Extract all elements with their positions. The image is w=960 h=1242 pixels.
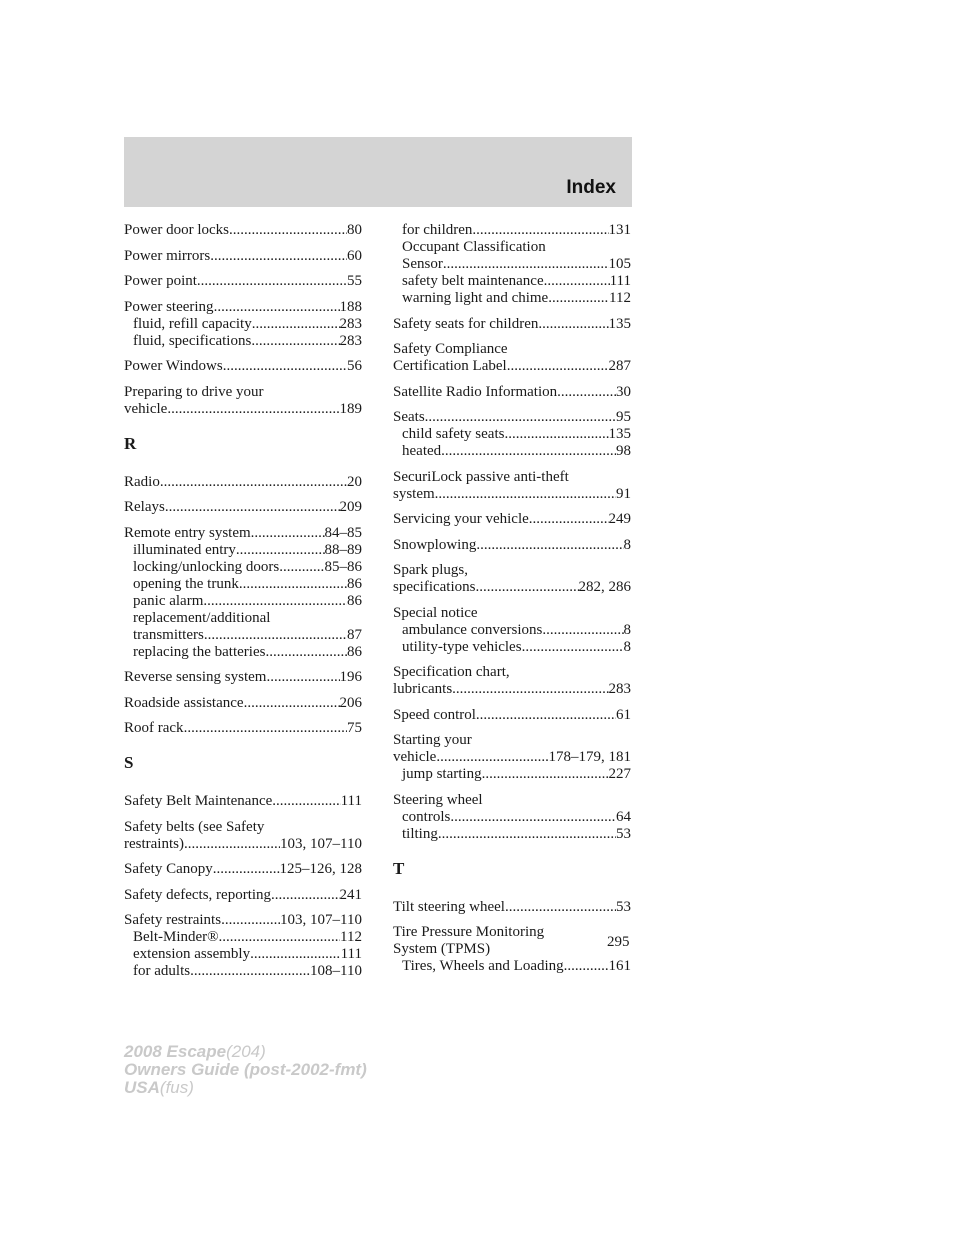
dot-leader	[279, 559, 324, 576]
index-term: Tires, Wheels and Loading	[402, 958, 564, 974]
dot-leader	[251, 333, 339, 350]
index-entry	[124, 819, 362, 853]
index-term: Servicing your vehicle	[393, 511, 529, 527]
index-subentry-line	[393, 239, 631, 256]
index-letter-heading: T	[393, 858, 405, 878]
index-term: transmitters	[133, 626, 204, 643]
index-term: Steering wheel	[393, 791, 483, 808]
index-entry	[393, 384, 631, 401]
index-entry-line	[124, 912, 362, 929]
index-term: fluid, refill capacity	[133, 315, 252, 332]
index-term: locking/unlocking doors	[133, 558, 280, 575]
index-term: replacement/additional	[133, 609, 271, 626]
index-entry-line	[393, 707, 631, 724]
dot-leader	[250, 946, 341, 963]
index-page-ref: 80	[347, 222, 362, 238]
dot-leader	[425, 409, 616, 426]
index-entry-line	[393, 579, 631, 596]
index-entry-line	[124, 401, 362, 418]
index-subentry-line	[393, 256, 631, 273]
index-entry-line	[393, 899, 631, 916]
index-entry	[124, 222, 362, 239]
dot-leader	[244, 695, 340, 712]
index-entry-line	[124, 384, 362, 401]
dot-leader	[197, 273, 347, 290]
dot-leader	[160, 474, 347, 491]
index-entry-line	[393, 792, 631, 809]
index-subentry-line	[393, 443, 631, 460]
index-entry-line	[393, 358, 631, 375]
index-entry	[393, 316, 631, 333]
index-page-ref: 91	[616, 485, 631, 502]
dot-leader	[557, 384, 616, 401]
index-term: Tilt steering wheel	[393, 898, 505, 915]
index-entry-line	[393, 924, 631, 941]
index-term: Safety Compliance	[393, 341, 508, 357]
index-subentry-line	[393, 290, 631, 307]
index-entry	[124, 861, 362, 878]
dot-leader	[472, 222, 608, 239]
index-entry	[393, 409, 631, 460]
index-entry	[393, 899, 631, 916]
index-page-ref: 283	[339, 332, 362, 349]
index-term: replacing the batteries	[133, 643, 266, 660]
index-entry	[393, 664, 631, 698]
index-page-ref: 61	[616, 706, 631, 723]
index-term: vehicle	[393, 749, 437, 765]
index-page-ref: 241	[339, 886, 362, 903]
index-term: for children	[402, 222, 473, 238]
dot-leader	[529, 511, 609, 528]
index-term: system	[393, 485, 435, 502]
index-entry	[124, 474, 362, 491]
index-term: Starting your	[393, 732, 472, 748]
index-page-ref: 55	[347, 273, 362, 289]
index-subentry-line	[393, 809, 631, 826]
index-term: warning light and chime	[402, 290, 549, 306]
dot-leader	[190, 963, 310, 980]
index-term: Remote entry system	[124, 524, 251, 541]
index-subentry-line	[124, 627, 362, 644]
index-term: ambulance conversions	[402, 621, 543, 638]
footer-market-code: (fus)	[159, 1078, 194, 1097]
index-page-ref: 209	[339, 499, 362, 515]
index-term: Safety Belt Maintenance	[124, 793, 273, 809]
index-entry	[124, 273, 362, 290]
dot-leader	[538, 316, 608, 333]
dot-leader	[184, 836, 280, 853]
index-term: for adults	[133, 963, 191, 979]
index-term: panic alarm	[133, 592, 204, 609]
index-page-ref: 111	[340, 793, 362, 809]
dot-leader	[223, 358, 347, 375]
index-letter-heading: R	[124, 433, 137, 453]
dot-leader	[229, 222, 347, 239]
index-entry	[124, 912, 362, 980]
index-page-ref: 282, 286	[578, 579, 631, 595]
dot-leader	[252, 316, 340, 333]
index-page-ref: 86	[347, 575, 362, 592]
dot-leader	[548, 290, 609, 307]
index-page-ref: 227	[608, 766, 631, 782]
index-entry-line	[124, 793, 362, 810]
dot-leader	[475, 579, 578, 596]
index-column-left	[124, 222, 362, 989]
index-entry	[393, 562, 631, 596]
index-page-ref: 87	[347, 626, 362, 643]
index-term: tilting	[402, 825, 438, 842]
dot-leader	[436, 749, 548, 766]
index-entry-line	[393, 732, 631, 749]
index-entry-line	[393, 664, 631, 681]
index-page-ref: 196	[339, 669, 362, 685]
index-term: Safety seats for children	[393, 315, 539, 332]
index-page-ref: 161	[608, 958, 631, 974]
index-term: Satellite Radio Information	[393, 383, 558, 400]
index-page-ref: 60	[347, 247, 362, 264]
index-entry-line	[124, 299, 362, 316]
dot-leader	[522, 639, 624, 656]
index-entry-line	[124, 720, 362, 737]
index-entry	[124, 299, 362, 350]
index-term: Preparing to drive your	[124, 383, 264, 400]
index-entry-line	[393, 562, 631, 579]
index-term: opening the trunk	[133, 575, 239, 592]
index-term: Reverse sensing system	[124, 669, 267, 685]
index-entry	[393, 341, 631, 375]
index-page-ref: 125–126, 128	[279, 861, 362, 877]
index-term: SecuriLock passive anti-theft	[393, 468, 569, 485]
index-entry-line	[124, 358, 362, 375]
index-page-ref: 30	[616, 383, 631, 400]
index-subentry-line	[124, 593, 362, 610]
index-term: specifications	[393, 579, 476, 595]
index-entry-line	[124, 273, 362, 290]
index-term: extension assembly	[133, 946, 251, 962]
index-page-ref: 86	[347, 592, 362, 609]
index-subentry-line	[393, 766, 631, 783]
index-entry	[393, 537, 631, 554]
dot-leader	[251, 525, 325, 542]
dot-leader	[204, 627, 347, 644]
index-subentry-line	[124, 929, 362, 946]
dot-leader	[443, 256, 609, 273]
index-entry-line	[393, 409, 631, 426]
index-page-ref: 108–110	[310, 963, 362, 979]
index-entry-line	[124, 248, 362, 265]
index-entry-line	[124, 669, 362, 686]
index-term: Special notice	[393, 604, 478, 621]
page-number: 295	[607, 934, 630, 950]
index-page-ref: 95	[616, 409, 631, 425]
footer-model-code: (204)	[226, 1042, 266, 1061]
index-term: child safety seats	[402, 426, 505, 442]
index-entry-line	[393, 384, 631, 401]
index-page-ref: 75	[347, 720, 362, 736]
index-entry	[124, 793, 362, 810]
index-term: fluid, specifications	[133, 332, 252, 349]
index-page-ref: 20	[347, 473, 362, 490]
index-subentry-line	[393, 222, 631, 239]
index-subentry-line	[124, 316, 362, 333]
index-term: Occupant Classification	[402, 239, 546, 255]
index-subentry-line	[124, 963, 362, 980]
index-term: Belt-Minder®	[133, 929, 219, 945]
dot-leader	[452, 681, 608, 698]
dot-leader	[476, 707, 616, 724]
index-subentry-line	[393, 622, 631, 639]
index-term: utility-type vehicles	[402, 638, 522, 655]
index-subentry-line	[124, 610, 362, 627]
index-entry-line	[124, 836, 362, 853]
index-term: Power steering	[124, 298, 214, 315]
dot-leader	[214, 299, 340, 316]
index-term: lubricants	[393, 681, 453, 697]
index-term: Roof rack	[124, 720, 184, 736]
index-entry	[124, 669, 362, 686]
index-page-ref: 64	[616, 808, 631, 825]
index-page-ref: 8	[623, 638, 631, 655]
index-term: Safety belts (see Safety	[124, 818, 265, 835]
index-entry	[393, 469, 631, 503]
index-term: Sensor	[402, 256, 443, 272]
index-entry-line	[124, 695, 362, 712]
index-term: Relays	[124, 499, 165, 515]
dot-leader	[482, 766, 609, 783]
index-page-ref: 283	[608, 681, 631, 697]
dot-leader	[167, 401, 339, 418]
dot-leader	[476, 537, 623, 554]
dot-leader	[441, 443, 616, 460]
index-page-ref: 86	[347, 643, 362, 660]
index-entry-line	[124, 887, 362, 904]
index-entry	[393, 792, 631, 843]
index-term: Snowplowing	[393, 536, 477, 553]
dot-leader	[184, 720, 347, 737]
dot-leader	[450, 809, 616, 826]
index-entry-line	[124, 474, 362, 491]
index-subentry-line	[124, 644, 362, 661]
index-term: controls	[402, 808, 451, 825]
dot-leader	[272, 793, 340, 810]
index-subentry-line	[124, 542, 362, 559]
index-entry-line	[393, 749, 631, 766]
index-page-ref: 135	[608, 315, 631, 332]
index-term: Power mirrors	[124, 247, 211, 264]
index-subentry-line	[393, 639, 631, 656]
footer-market: USA	[124, 1078, 160, 1097]
index-subentry-line	[124, 576, 362, 593]
header-band	[124, 137, 632, 207]
index-page-ref: 103, 107–110	[280, 835, 362, 852]
index-page-ref: 53	[616, 825, 631, 842]
index-page-ref: 189	[339, 400, 362, 417]
index-entry	[124, 358, 362, 375]
index-page-ref: 131	[608, 222, 631, 238]
document-footer	[124, 1043, 367, 1097]
dot-leader	[504, 426, 608, 443]
dot-leader	[544, 273, 610, 290]
dot-leader	[221, 912, 280, 929]
dot-leader	[236, 542, 325, 559]
index-term: Roadside assistance	[124, 694, 244, 711]
index-term: jump starting	[402, 766, 482, 782]
index-entry	[124, 384, 362, 418]
index-entry-line	[393, 316, 631, 333]
index-page-ref: 111	[609, 273, 631, 289]
index-term: Certification Label	[393, 358, 507, 374]
index-page-ref: 111	[340, 946, 362, 962]
index-entry-line	[124, 819, 362, 836]
dot-leader	[266, 669, 339, 686]
index-subentry-line	[393, 958, 631, 975]
index-page-ref: 105	[608, 256, 631, 272]
index-term: Specification chart,	[393, 664, 510, 680]
index-term: System (TPMS)	[393, 941, 491, 957]
index-page-ref: 188	[339, 298, 362, 315]
index-page-ref: 287	[608, 358, 631, 374]
index-entry-line	[124, 499, 362, 516]
footer-guide: Owners Guide (post-2002-fmt)	[124, 1060, 367, 1079]
index-entry-line	[393, 941, 631, 958]
index-term: Safety restraints	[124, 912, 222, 928]
index-entry	[393, 605, 631, 656]
index-page-ref: 8	[623, 621, 631, 638]
index-term: heated	[402, 443, 442, 459]
index-subentry-line	[393, 273, 631, 290]
dot-leader	[435, 486, 616, 503]
index-entry-line	[124, 222, 362, 239]
index-term: safety belt maintenance	[402, 273, 544, 289]
index-entry	[393, 511, 631, 528]
index-entry	[124, 499, 362, 516]
index-page-ref: 103, 107–110	[280, 912, 362, 928]
index-page-ref: 178–179, 181	[548, 749, 631, 765]
dot-leader	[165, 499, 340, 516]
index-entry-line	[393, 681, 631, 698]
index-subentry-line	[393, 426, 631, 443]
dot-leader	[210, 248, 347, 265]
index-page-ref: 84–85	[324, 524, 362, 541]
index-page-ref: 249	[608, 511, 631, 527]
dot-leader	[271, 887, 339, 904]
index-entry-line	[393, 486, 631, 503]
index-page-ref: 112	[609, 290, 631, 306]
dot-leader	[438, 826, 616, 843]
index-page-ref: 56	[347, 358, 362, 374]
index-page-ref: 112	[340, 929, 362, 945]
index-entry-line	[393, 511, 631, 528]
index-entry	[393, 707, 631, 724]
index-entry-line	[393, 605, 631, 622]
index-term: Power door locks	[124, 222, 229, 238]
index-entry	[393, 222, 631, 307]
index-subentry-line	[393, 826, 631, 843]
section-title: Index	[566, 177, 616, 198]
index-page-ref: 206	[339, 694, 362, 711]
index-entry	[124, 887, 362, 904]
index-term: vehicle	[124, 400, 168, 417]
index-entry-line	[124, 861, 362, 878]
index-page-ref: 53	[616, 898, 631, 915]
footer-model: 2008 Escape	[124, 1042, 227, 1061]
dot-leader	[542, 622, 623, 639]
index-entry	[124, 720, 362, 737]
index-term: illuminated entry	[133, 541, 236, 558]
index-entry-line	[393, 537, 631, 554]
index-subentry-line	[124, 559, 362, 576]
dot-leader	[203, 593, 347, 610]
index-page-ref: 85–86	[324, 558, 362, 575]
index-page-ref: 8	[623, 536, 631, 553]
index-letter-heading: S	[124, 753, 134, 772]
index-term: Spark plugs,	[393, 562, 468, 578]
index-entry	[124, 248, 362, 265]
index-term: Safety defects, reporting	[124, 886, 272, 903]
index-entry-line	[393, 341, 631, 358]
index-page-ref: 88–89	[324, 541, 362, 558]
index-page-ref: 98	[616, 443, 631, 459]
index-entry	[124, 525, 362, 661]
index-entry-line	[124, 525, 362, 542]
index-term: Safety Canopy	[124, 861, 213, 877]
index-subentry-line	[124, 946, 362, 963]
index-page-ref: 283	[339, 315, 362, 332]
index-entry	[124, 695, 362, 712]
dot-leader	[213, 861, 280, 878]
index-subentry-line	[124, 333, 362, 350]
index-entry	[393, 924, 631, 975]
index-entry-line	[393, 469, 631, 486]
index-column-right	[393, 222, 631, 984]
index-page-ref: 135	[608, 426, 631, 442]
index-term: Radio	[124, 473, 160, 490]
dot-leader	[265, 644, 347, 661]
index-term: Seats	[393, 409, 425, 425]
dot-leader	[219, 929, 341, 946]
index-term: Speed control	[393, 706, 476, 723]
index-term: Power point	[124, 273, 197, 289]
index-term: Power Windows	[124, 358, 223, 374]
index-term: Tire Pressure Monitoring	[393, 924, 545, 940]
dot-leader	[239, 576, 347, 593]
dot-leader	[505, 899, 616, 916]
index-entry	[393, 732, 631, 783]
index-term: restraints)	[124, 835, 184, 852]
dot-leader	[507, 358, 609, 375]
dot-leader	[564, 958, 609, 975]
